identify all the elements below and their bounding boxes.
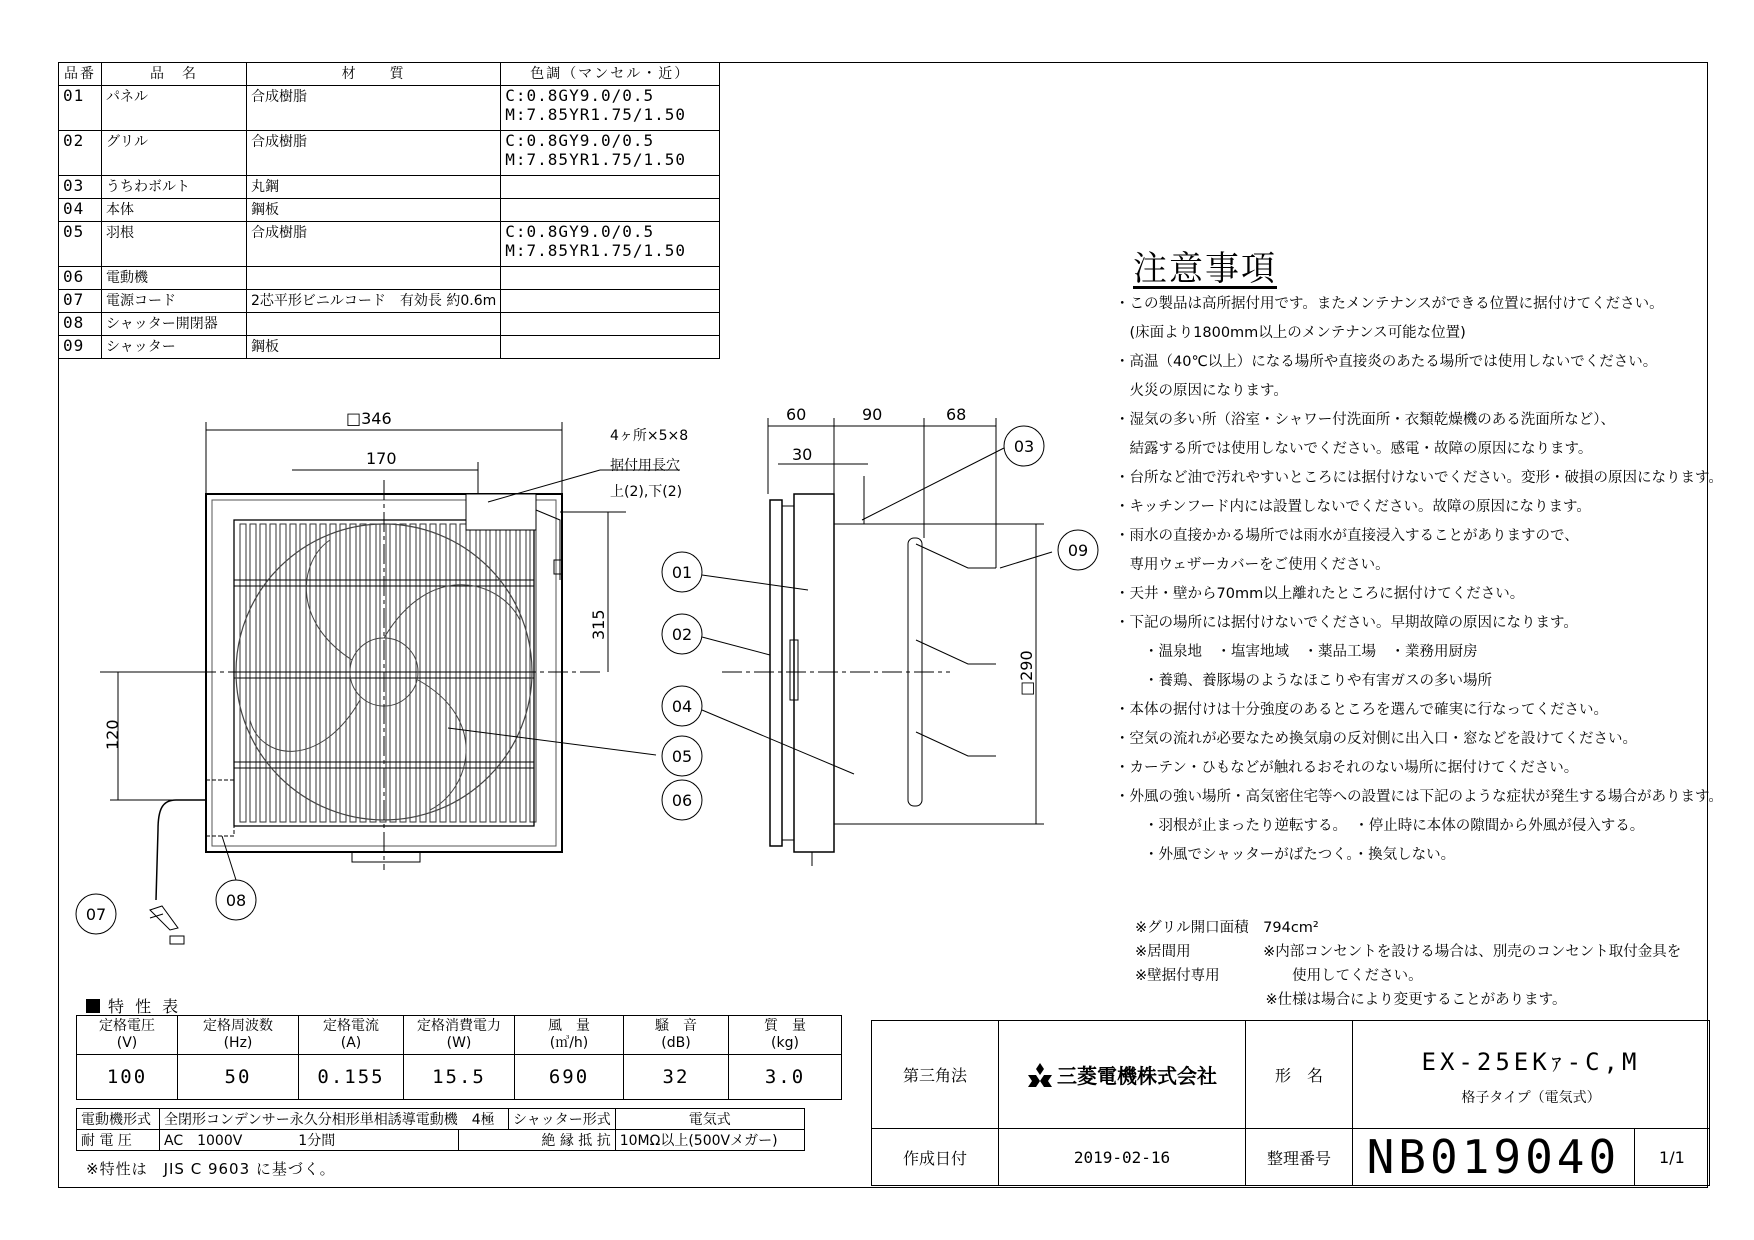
parts-no: 03 [59, 176, 102, 199]
hole-note-3: 上(2),下(2) [610, 484, 683, 500]
spec-header-line: (dB) [661, 1035, 691, 1051]
parts-header-no: 品番 [59, 63, 102, 86]
grille-bar [360, 524, 366, 822]
parts-no: 05 [59, 222, 102, 267]
note-line: ・外風でシャッターがばたつく。・換気しない。 [1115, 847, 1456, 863]
parts-name: 羽根 [102, 222, 247, 267]
spec-header-line: (V) [116, 1035, 138, 1051]
spec-value: 690 [515, 1055, 624, 1100]
parts-no: 08 [59, 313, 102, 336]
spec-values-row [77, 1055, 842, 1100]
callout-02 [662, 614, 702, 654]
note-line: ・高温（40℃以上）になる場所や直接炎のあたる場所では使用しないでください。 [1115, 354, 1658, 370]
spec-header [178, 1016, 299, 1055]
parts-name: パネル [102, 86, 247, 131]
shutter-value: 電気式 [615, 1109, 804, 1130]
dim-170: 170 [366, 449, 397, 468]
extra-notes [1135, 916, 1681, 1012]
spec-header [404, 1016, 515, 1055]
spec-header-line: (kg) [771, 1035, 799, 1051]
parts-no: 04 [59, 199, 102, 222]
grille-bar [270, 524, 276, 822]
voltage-label: 耐 電 圧 [77, 1130, 160, 1151]
parts-name: グリル [102, 131, 247, 176]
extra-note-line: ※居間用 ※内部コンセントを設ける場合は、別売のコンセント取付金具を [1135, 944, 1682, 960]
grille-bar [440, 524, 446, 822]
spec-table [76, 1015, 842, 1100]
hole-note-1: 4ヶ所×5×8 [610, 428, 689, 444]
model-cell [1353, 1021, 1710, 1129]
notes-title: 注意事項 [1133, 249, 1277, 289]
spec-header-line: 定格消費電力 [417, 1018, 501, 1034]
spec-extra-table [76, 1108, 805, 1151]
spec-value: 50 [178, 1055, 299, 1100]
parts-name: うちわボルト [102, 176, 247, 199]
grille-bar [240, 524, 246, 822]
grille-bar [530, 524, 536, 822]
grille-bar [470, 524, 476, 822]
spec-header-line: 定格電圧 [99, 1018, 155, 1034]
parts-name: 電動機 [102, 267, 247, 290]
grille-bar [460, 524, 466, 822]
parts-no: 02 [59, 131, 102, 176]
note-line: ・カーテン・ひもなどが触れるおそれのない場所に据付けてください。 [1115, 760, 1579, 776]
parts-no: 07 [59, 290, 102, 313]
grille-bar [450, 524, 456, 822]
note-line: ・キッチンフード内には設置しないでください。故障の原因になります。 [1115, 499, 1591, 515]
grille-bar [420, 524, 426, 822]
parts-material: 2芯平形ビニルコード 有効長 約0.6m [247, 290, 501, 313]
callout-05 [662, 736, 702, 776]
hole-note-2: 据付用長穴 [610, 458, 680, 474]
spec-header [299, 1016, 404, 1055]
parts-no: 09 [59, 336, 102, 359]
company-name: 三菱電機株式会社 [1057, 1064, 1217, 1088]
callout-label: 01 [671, 563, 693, 582]
callout-label: 03 [1013, 437, 1035, 456]
note-line: ・この製品は高所据付用です。またメンテナンスができる位置に据付けてください。 [1115, 296, 1664, 312]
spec-header-line: (㎥/h) [549, 1035, 589, 1051]
parts-header-color: 色調（マンセル・近） [501, 63, 720, 86]
note-line: (床面より1800mm以上のメンテナンス可能な位置) [1115, 325, 1466, 341]
motor-value: 全閉形コンデンサー永久分相形単相誘導電動機 4極 [160, 1109, 509, 1130]
parts-name: 電源コード [102, 290, 247, 313]
projection-label: 第三角法 [872, 1021, 999, 1129]
callout-09 [1058, 530, 1098, 570]
grille-bar [410, 524, 416, 822]
spec-value: 0.155 [299, 1055, 404, 1100]
grille-bar [430, 524, 436, 822]
spec-value: 15.5 [404, 1055, 515, 1100]
grille-bar [340, 524, 346, 822]
parts-color-line: M:7.85YR1.75/1.50 [505, 241, 687, 260]
dim-120: 120 [103, 719, 122, 750]
callout-label: 09 [1067, 541, 1089, 560]
grille-bars [240, 524, 536, 822]
note-line: ・温泉地 ・塩害地域 ・薬品工場 ・業務用厨房 [1115, 644, 1478, 660]
grille-bar [310, 524, 316, 822]
grille-bar [290, 524, 296, 822]
note-line: ・羽根が止まったり逆転する。 ・停止時に本体の隙間から外風が侵入する。 [1115, 818, 1645, 834]
grille-bar [390, 524, 396, 822]
grille-bar [520, 524, 526, 822]
insulation-label: 絶 縁 抵 抗 [459, 1130, 616, 1151]
spec-header-row [77, 1016, 842, 1055]
grille-bar [480, 524, 486, 822]
dim-290: □290 [1017, 650, 1036, 696]
extra-note-line: ※グリル開口面積 794cm² [1135, 920, 1319, 936]
callout-label: 02 [671, 625, 693, 644]
callout-label: 06 [671, 791, 693, 810]
note-line: ・天井・壁から70mm以上離れたところに据付けてください。 [1115, 586, 1525, 602]
callout-06 [662, 780, 702, 820]
callout-label: 07 [85, 905, 107, 924]
grille-bar [500, 524, 506, 822]
spec-header-line: (Hz) [223, 1035, 253, 1051]
page-number: 1/1 [1634, 1129, 1709, 1186]
parts-material: 合成樹脂 [247, 222, 501, 267]
motor-label: 電動機形式 [77, 1109, 160, 1130]
spec-value: 100 [77, 1055, 178, 1100]
parts-material: 合成樹脂 [247, 86, 501, 131]
grille-bar [490, 524, 496, 822]
spec-header-line: 騒 音 [655, 1018, 697, 1034]
grille-bar [280, 524, 286, 822]
spec-header [624, 1016, 729, 1055]
notes-lines [1115, 290, 1723, 870]
voltage-row [77, 1130, 805, 1151]
callout-03 [1004, 426, 1044, 466]
spec-header-line: 質 量 [764, 1018, 806, 1034]
company-cell [999, 1021, 1246, 1129]
grille-bar [380, 524, 386, 822]
grille-bar [300, 524, 306, 822]
note-line: ・養鶏、養豚場のようなほこりや有害ガスの多い場所 [1115, 673, 1492, 689]
parts-material: 鋼板 [247, 199, 501, 222]
model-label: 形 名 [1246, 1021, 1353, 1129]
parts-no: 06 [59, 267, 102, 290]
note-line: ・外風の強い場所・高気密住宅等への設置には下記のような症状が発生する場合があります。 [1115, 789, 1723, 805]
motor-row [77, 1109, 805, 1130]
parts-header-name: 品 名 [102, 63, 247, 86]
spec-header [77, 1016, 178, 1055]
parts-color-line: M:7.85YR1.75/1.50 [505, 105, 687, 124]
spec-header-line: (A) [340, 1035, 362, 1051]
insulation-value: 10MΩ以上(500Vメガー) [615, 1130, 804, 1151]
mitsubishi-logo-icon [1027, 1063, 1053, 1087]
note-line: ・空気の流れが必要なため換気扇の反対側に出入口・窓などを設けてください。 [1115, 731, 1637, 747]
grille-bar [250, 524, 256, 822]
note-line: ・台所など油で汚れやすいところには据付けないでください。変形・破損の原因になります。 [1115, 470, 1723, 486]
parts-material: 丸鋼 [247, 176, 501, 199]
parts-name: シャッター開閉器 [102, 313, 247, 336]
note-line: ・本体の据付けは十分強度のあるところを選んで確実に行なってください。 [1115, 702, 1608, 718]
parts-name: 本体 [102, 199, 247, 222]
note-line: 火災の原因になります。 [1115, 383, 1288, 399]
spec-header-line: 風 量 [548, 1018, 590, 1034]
parts-material: 合成樹脂 [247, 131, 501, 176]
note-line: ・雨水の直接かかる場所では雨水が直接浸入することがありますので、 [1115, 528, 1579, 544]
parts-name: シャッター [102, 336, 247, 359]
spec-title-text: 特 性 表 [108, 997, 182, 1016]
dim-90: 90 [862, 405, 883, 424]
ref-label: 整理番号 [1246, 1129, 1353, 1186]
grille-bar [400, 524, 406, 822]
callout-label: 05 [671, 747, 693, 766]
standard-note: ※特性は JIS C 9603 に基づく。 [86, 1160, 336, 1178]
dim-315: 315 [589, 609, 608, 640]
extra-note-line: ※壁据付専用 使用してください。 [1135, 968, 1423, 984]
dim-width: □346 [346, 409, 392, 428]
parts-color-line: M:7.85YR1.75/1.50 [505, 150, 687, 169]
callout-01 [662, 552, 702, 592]
spec-header [729, 1016, 842, 1055]
grille-bar [510, 524, 516, 822]
parts-material: 鋼板 [247, 336, 501, 359]
grille-bar [260, 524, 266, 822]
model-subtitle: 格子タイプ（電気式） [1461, 1090, 1601, 1106]
note-line: 結露する所では使用しないでください。感電・故障の原因になります。 [1115, 441, 1593, 457]
shutter-label: シャッター形式 [509, 1109, 616, 1130]
spec-title-square-icon [86, 999, 100, 1013]
spec-value: 3.0 [729, 1055, 842, 1100]
voltage-value: AC 1000V 1分間 [160, 1130, 459, 1151]
dim-60: 60 [786, 405, 807, 424]
parts-color-line: C:0.8GY9.0/0.5 [505, 222, 655, 241]
callout-label: 04 [671, 697, 693, 716]
callout-07 [76, 894, 116, 934]
dim-68: 68 [946, 405, 967, 424]
note-line: 専用ウェザーカバーをご使用ください。 [1115, 557, 1390, 573]
date-label: 作成日付 [872, 1129, 999, 1186]
caution-notes [1115, 249, 1723, 870]
grille-bar [320, 524, 326, 822]
title-block [871, 1020, 1710, 1186]
grille-bar [370, 524, 376, 822]
callout-08 [216, 880, 256, 920]
date-value: 2019-02-16 [999, 1129, 1246, 1186]
spec-value: 32 [624, 1055, 729, 1100]
parts-color-line: C:0.8GY9.0/0.5 [505, 86, 655, 105]
ref-number: NB019040 [1353, 1129, 1635, 1186]
spec-header-line: (W) [446, 1035, 472, 1051]
grille-bar [330, 524, 336, 822]
note-line: ・湿気の多い所（浴室・シャワー付洗面所・衣類乾燥機のある洗面所など）、 [1115, 412, 1615, 428]
spec-title [86, 994, 181, 1017]
side-view [722, 418, 1044, 866]
parts-no: 01 [59, 86, 102, 131]
note-line: ・下記の場所には据付けないでください。早期故障の原因になります。 [1115, 615, 1578, 631]
callout-label: 08 [225, 891, 247, 910]
extra-note-line: ※仕様は場合により変更することがあります。 [1135, 992, 1567, 1008]
spec-header [515, 1016, 624, 1055]
parts-color-line: C:0.8GY9.0/0.5 [505, 131, 655, 150]
spec-header-line: 定格電流 [323, 1018, 379, 1034]
parts-header-material: 材 質 [247, 63, 501, 86]
spec-header-line: 定格周波数 [203, 1018, 273, 1034]
model-number: EX-25EKｧ-C,M [1421, 1048, 1641, 1076]
dim-30: 30 [792, 445, 813, 464]
callout-04 [662, 686, 702, 726]
grille-bar [350, 524, 356, 822]
